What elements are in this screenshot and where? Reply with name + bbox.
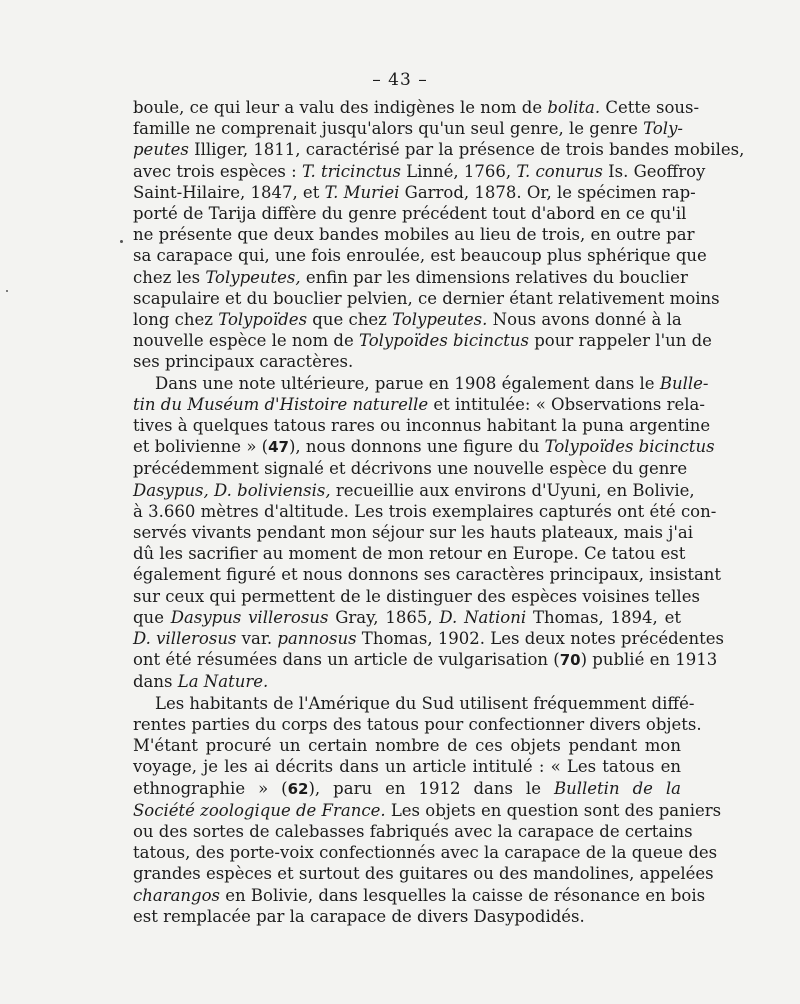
- text-line: dans La Nature.: [133, 672, 269, 692]
- text-line: famille ne comprenait jusqu'alors qu'un seul genre, le genre Toly-: [133, 119, 683, 139]
- text-line: Dasypus, D. boliviensis, recueillie aux environs d'Uyuni, en Bolivie,: [133, 480, 695, 500]
- text-line: servés vivants pendant mon séjour sur les hauts plateaux, mais j'ai: [133, 523, 693, 543]
- text-line: tin du Muséum d'Histoire naturelle et intitulée: « Observations rela-: [133, 394, 705, 414]
- text-line: rentes parties du corps des tatous pour confectionner divers objets.: [133, 714, 702, 734]
- text-line: et bolivienne » (47), nous donnons une figure du Tolypoïdes bicinctus: [133, 437, 715, 457]
- text-line: est remplacée par la carapace de divers Dasypodidés.: [133, 906, 585, 926]
- text-line: porté de Tarija diffère du genre précédent tout d'abord en ce qu'il: [133, 204, 687, 224]
- text-line: Dans une note ultérieure, parue en 1908 également dans le Bulle-: [155, 373, 709, 393]
- paragraph: [133, 97, 745, 373]
- paragraph: [133, 373, 724, 693]
- text-line: voyage, je les ai décrits dans un article intitulé : « Les tatous en: [133, 757, 681, 777]
- text-line: à 3.660 mètres d'altitude. Les trois exemplaires capturés ont été con-: [133, 501, 717, 521]
- text-line: ses principaux caractères.: [133, 352, 354, 372]
- text-line: ne présente que deux bandes mobiles au lieu de trois, en outre par: [133, 225, 695, 245]
- text-line: nouvelle espèce le nom de Tolypoïdes bicinctus pour rappeler l'un de: [133, 331, 712, 351]
- text-line: long chez Tolypoïdes que chez Tolypeutes. Nous avons donné à la: [133, 310, 682, 330]
- text-line: sur ceux qui permettent de le distinguer des espèces voisines telles: [133, 586, 700, 606]
- text-line: que Dasypus villerosus Gray, 1865, D. Nationi Thomas, 1894, et: [133, 607, 681, 627]
- text-line: chez les Tolypeutes, enfin par les dimensions relatives du bouclier: [133, 267, 688, 287]
- text-line: D. villerosus var. pannosus Thomas, 1902. Les deux notes précédentes: [133, 629, 724, 649]
- text-line: dû les sacrifier au moment de mon retour en Europe. Ce tatou est: [133, 544, 686, 564]
- text-line: Les habitants de l'Amérique du Sud utilisent fréquemment diffé-: [155, 693, 695, 713]
- text-line: tatous, des porte-voix confectionnés avec la carapace de la queue des: [133, 843, 718, 863]
- text-line: également figuré et nous donnons ses caractères principaux, insistant: [133, 565, 722, 585]
- text-line: ont été résumées dans un article de vulgarisation (70) publié en 1913: [133, 650, 718, 670]
- text-line: sa carapace qui, une fois enroulée, est beaucoup plus sphérique que: [133, 246, 707, 266]
- text-line: charangos en Bolivie, dans lesquelles la caisse de résonance en bois: [133, 885, 706, 905]
- body-text: [133, 97, 745, 927]
- page-number: – 43 –: [372, 70, 428, 90]
- text-line: avec trois espèces : T. tricinctus Linné, 1766, T. conurus Is. Geoffroy: [133, 161, 706, 181]
- text-line: M'étant procuré un certain nombre de ces objets pendant mon: [133, 736, 681, 756]
- text-line: scapulaire et du bouclier pelvien, ce dernier étant relativement moins: [133, 288, 720, 308]
- text-line: peutes Illiger, 1811, caractérisé par la présence de trois bandes mobiles,: [133, 140, 745, 160]
- text-line: grandes espèces et surtout des guitares ou des mandolines, appelées: [133, 864, 714, 884]
- paragraph: [133, 693, 722, 927]
- text-line: Saint-Hilaire, 1847, et T. Muriei Garrod, 1878. Or, le spécimen rap-: [133, 182, 696, 202]
- text-line: précédemment signalé et décrivons une nouvelle espèce du genre: [133, 459, 688, 479]
- text-line: tives à quelques tatous rares ou inconnus habitant la puna argentine: [133, 416, 711, 436]
- scan-speck: [6, 290, 8, 292]
- scan-speck: [120, 240, 123, 243]
- text-line: boule, ce qui leur a valu des indigènes le nom de bolita. Cette sous-: [133, 98, 700, 117]
- text-line: Société zoologique de France. Les objets en question sont des paniers: [133, 800, 722, 820]
- text-line: ethnographie » (62), paru en 1912 dans le Bulletin de la: [133, 778, 681, 798]
- text-line: ou des sortes de calebasses fabriqués avec la carapace de certains: [133, 821, 693, 841]
